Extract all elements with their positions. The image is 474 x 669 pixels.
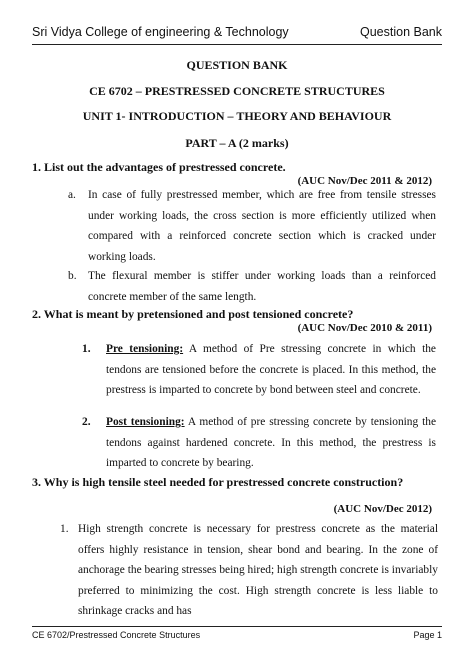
q1-item-a-text: In case of fully prestressed member, which are free from tensile stresses under working loads, the cross section is more efficiently utilized when compared with a reinforced concrete section which is cracked under working loads. [88,189,436,263]
header-college-name: Sri Vidya College of engineering & Technology [32,25,289,39]
q2-item-2-marker: 2. [82,416,91,428]
question-2: 2. What is meant by pretensioned and post tensioned concrete? [32,307,354,321]
pre-tensioning-definition: A method of Pre stressing concrete in which the tendons are tensioned before the concrete is placed. In this method, the prestress is imparted to concrete by bond between steel and concrete. [106,343,436,396]
pre-tensioning-term: Pre tensioning: [106,343,184,355]
question-1-exam-ref: (AUC Nov/Dec 2011 & 2012) [297,175,432,187]
footer-course: CE 6702/Prestressed Concrete Structures [32,630,201,640]
page-footer [32,626,442,640]
post-tensioning-term: Post tensioning: [106,416,185,428]
question-1: 1. List out the advantages of prestressed concrete. [32,160,286,174]
q2-item-1-marker: 1. [82,343,91,355]
q3-item-1-text: High strength concrete is necessary for prestress concrete as the material offers highly resistance in tension, shear bond and bearing. In the zone of anchorage the bearing stresses being hired; high strength concrete is invariably preferred to minimizing the cost. High strength concrete is less liable to shrinkage cracks and has [78,523,438,617]
q2-item-1 [106,339,436,401]
title-question-bank: QUESTION BANK [186,58,288,72]
page-header [32,24,442,45]
question-3: 3. Why is high tensile steel needed for prestressed concrete construction? [32,475,404,489]
title-part: PART – A (2 marks) [185,136,289,150]
question-3-exam-ref: (AUC Nov/Dec 2012) [333,503,432,515]
post-tensioning-definition: A method of pre stressing concrete by tensioning the tendons against hardened concrete. In this method, the prestress is imparted to concrete by bearing. [106,416,436,469]
header-doc-type: Question Bank [360,25,442,39]
q1-item-b-text: The flexural member is stiffer under working loads than a reinforced concrete member of the same length. [88,270,436,303]
footer-page-number: Page 1 [413,630,442,640]
q3-item-1-marker: 1. [60,523,69,535]
q2-item-2 [106,412,436,474]
q1-item-a-marker: a. [68,189,76,201]
title-unit: UNIT 1- INTRODUCTION – THEORY AND BEHAVIOUR [82,109,392,123]
question-2-exam-ref: (AUC Nov/Dec 2010 & 2011) [297,322,432,334]
title-course: CE 6702 – PRESTRESSED CONCRETE STRUCTURES [89,84,385,98]
q1-item-b-marker: b. [68,270,77,282]
